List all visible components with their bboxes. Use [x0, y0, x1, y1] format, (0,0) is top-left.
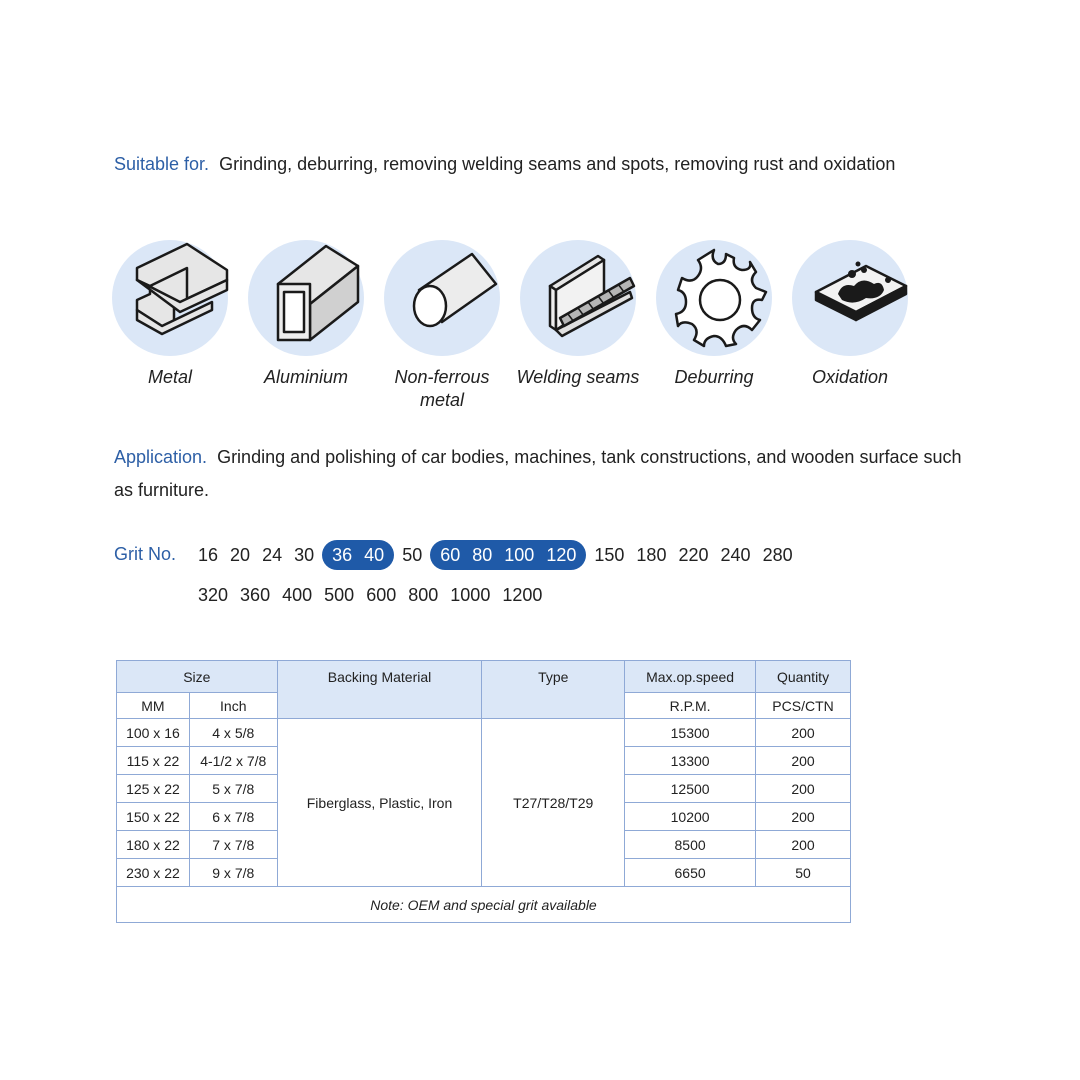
- grit-value: 100: [504, 545, 535, 565]
- material-label: Oxidation: [811, 367, 889, 387]
- welding-seam-icon: [520, 240, 650, 360]
- cell-qty: 50: [756, 859, 851, 887]
- table-note-row: [117, 887, 851, 923]
- grit-value: 1000: [450, 585, 491, 605]
- header-backing: Backing Material: [277, 661, 482, 719]
- subheader-rpm: R.P.M.: [625, 693, 756, 719]
- grit-value: 150: [594, 545, 625, 565]
- cell-rpm: 15300: [625, 719, 756, 747]
- grit-value: 1200: [502, 585, 543, 605]
- material-label: Deburring: [674, 367, 754, 387]
- grit-value: 40: [364, 545, 385, 565]
- subheader-inch: Inch: [189, 693, 277, 719]
- cell-inch: 9 x 7/8: [189, 859, 277, 887]
- grit-row-2: [192, 580, 548, 610]
- cell-inch: 4-1/2 x 7/8: [189, 747, 277, 775]
- cell-qty: 200: [756, 719, 851, 747]
- round-bar-icon: [384, 240, 514, 360]
- grit-value: 600: [366, 585, 397, 605]
- cell-inch: 6 x 7/8: [189, 803, 277, 831]
- suitable-for-line: [114, 154, 895, 175]
- header-speed: Max.op.speed: [625, 661, 756, 693]
- grit-value: 16: [198, 545, 219, 565]
- grit-value: 24: [262, 545, 283, 565]
- cell-mm: 180 x 22: [117, 831, 190, 859]
- deburring-gear-icon: [656, 240, 786, 360]
- grit-value: 500: [324, 585, 355, 605]
- grit-value: 80: [472, 545, 493, 565]
- cell-mm: 115 x 22: [117, 747, 190, 775]
- grit-row-1: [192, 540, 799, 570]
- cell-rpm: 12500: [625, 775, 756, 803]
- grit-value: 180: [636, 545, 667, 565]
- cell-qty: 200: [756, 803, 851, 831]
- cell-rpm: 10200: [625, 803, 756, 831]
- application-label: Application.: [114, 447, 208, 467]
- subheader-pcs: PCS/CTN: [756, 693, 851, 719]
- material-icons-row: [112, 240, 922, 420]
- spec-table: [116, 660, 851, 923]
- cell-rpm: 13300: [625, 747, 756, 775]
- cell-mm: 150 x 22: [117, 803, 190, 831]
- grit-value: 360: [240, 585, 271, 605]
- grit-value: 36: [332, 545, 353, 565]
- table-note: Note: OEM and special grit available: [117, 887, 851, 923]
- cell-type: T27/T28/T29: [482, 719, 625, 887]
- suitable-for-text: Grinding, deburring, removing welding seams and spots, removing rust and oxidation: [219, 154, 896, 174]
- grit-value: 400: [282, 585, 313, 605]
- header-size: Size: [117, 661, 278, 693]
- grit-highlight-pill: [430, 540, 586, 570]
- material-label: Aluminium: [263, 367, 349, 387]
- suitable-for-label: Suitable for.: [114, 154, 210, 174]
- application-line: [114, 441, 974, 507]
- cell-qty: 200: [756, 747, 851, 775]
- grit-value: 280: [762, 545, 793, 565]
- rusty-plate-icon: [792, 240, 922, 360]
- material-label: Metal: [147, 367, 192, 387]
- cell-mm: 230 x 22: [117, 859, 190, 887]
- cell-rpm: 8500: [625, 831, 756, 859]
- grit-value: 800: [408, 585, 439, 605]
- cell-qty: 200: [756, 831, 851, 859]
- material-label: Non-ferrous metal: [394, 367, 490, 410]
- subheader-mm: MM: [117, 693, 190, 719]
- cell-mm: 125 x 22: [117, 775, 190, 803]
- cell-rpm: 6650: [625, 859, 756, 887]
- cell-qty: 200: [756, 775, 851, 803]
- material-label: Welding seams: [516, 367, 640, 387]
- cell-backing: Fiberglass, Plastic, Iron: [277, 719, 482, 887]
- cell-inch: 5 x 7/8: [189, 775, 277, 803]
- grit-label: Grit No.: [114, 544, 177, 564]
- grit-value: 50: [402, 545, 423, 565]
- grit-value: 220: [678, 545, 709, 565]
- grit-value: 60: [440, 545, 461, 565]
- cell-inch: 7 x 7/8: [189, 831, 277, 859]
- grit-value: 320: [198, 585, 229, 605]
- i-beam-icon: [112, 240, 242, 360]
- header-type: Type: [482, 661, 625, 719]
- grit-highlight-pill: [322, 540, 394, 570]
- cell-inch: 4 x 5/8: [189, 719, 277, 747]
- grit-value: 30: [294, 545, 315, 565]
- cell-mm: 100 x 16: [117, 719, 190, 747]
- application-text: Grinding and polishing of car bodies, machines, tank constructions, and wooden surface such as furniture.: [114, 447, 962, 500]
- header-quantity: Quantity: [756, 661, 851, 693]
- square-tube-icon: [248, 240, 378, 360]
- table-header-row: [117, 661, 851, 693]
- grit-value: 20: [230, 545, 251, 565]
- grit-value: 120: [546, 545, 577, 565]
- grit-value: 240: [720, 545, 751, 565]
- table-row: [117, 719, 851, 747]
